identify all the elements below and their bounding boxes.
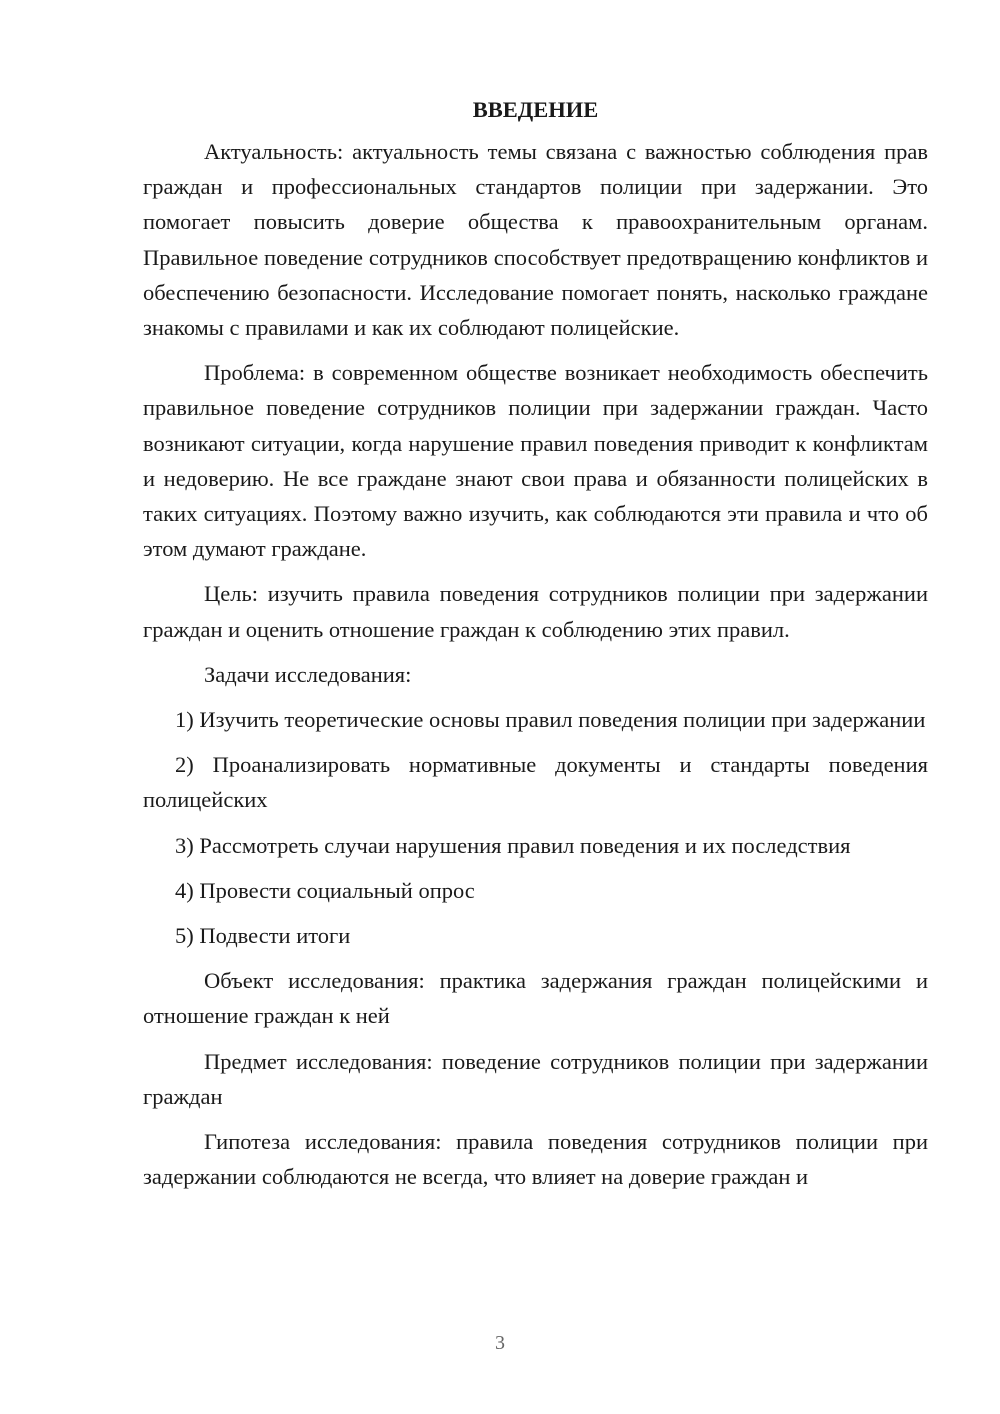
relevance-paragraph: Актуальность: актуальность темы связана с важностью соблюдения прав граждан и профессиональных стандартов полиции при задержании. Это помогает повысить доверие общества к правоохранительным органам. Правильное поведение сотрудников способствует предотвращению конфликтов и обеспечению безопасности. Исследование помогает понять, насколько граждане знакомы с правилами и как их соблюдают полицейские. bbox=[143, 139, 928, 341]
problem-paragraph: Проблема: в современном обществе возникает необходимость обеспечить правильное поведение сотрудников полиции при задержании граждан. Часто возникают ситуации, когда нарушение правил поведения приводит к конфликтам и недоверию. Не все граждане знают свои права и обязанности полицейских в таких ситуациях. Поэтому важно изучить, как соблюдаются эти правила и что об этом думают граждане. bbox=[143, 360, 928, 562]
page-number: 3 bbox=[495, 1332, 505, 1354]
section-heading: ВВЕДЕНИЕ bbox=[472, 97, 599, 122]
task-item-4: 4) Провести социальный опрос bbox=[175, 877, 475, 903]
goal-paragraph: Цель: изучить правила поведения сотрудников полиции при задержании граждан и оценить отношение граждан к соблюдению этих правил. bbox=[143, 581, 928, 642]
task-item-3: 3) Рассмотреть случаи нарушения правил поведения и их последствия bbox=[175, 832, 851, 858]
object-paragraph: Объект исследования: практика задержания граждан полицейскими и отношение граждан к ней bbox=[143, 968, 928, 1029]
task-item-5: 5) Подвести итоги bbox=[175, 923, 351, 949]
tasks-heading: Задачи исследования: bbox=[204, 661, 412, 687]
hypothesis-paragraph: Гипотеза исследования: правила поведения сотрудников полиции при задержании соблюдаются не всегда, что влияет на доверие граждан и bbox=[143, 1129, 928, 1190]
document-page bbox=[143, 92, 928, 1204]
task-item-2: 2) Проанализировать нормативные документы и стандарты поведения полицейских bbox=[143, 752, 928, 813]
task-item-1: 1) Изучить теоретические основы правил поведения полиции при задержании bbox=[175, 707, 926, 733]
subject-paragraph: Предмет исследования: поведение сотрудников полиции при задержании граждан bbox=[143, 1048, 928, 1109]
